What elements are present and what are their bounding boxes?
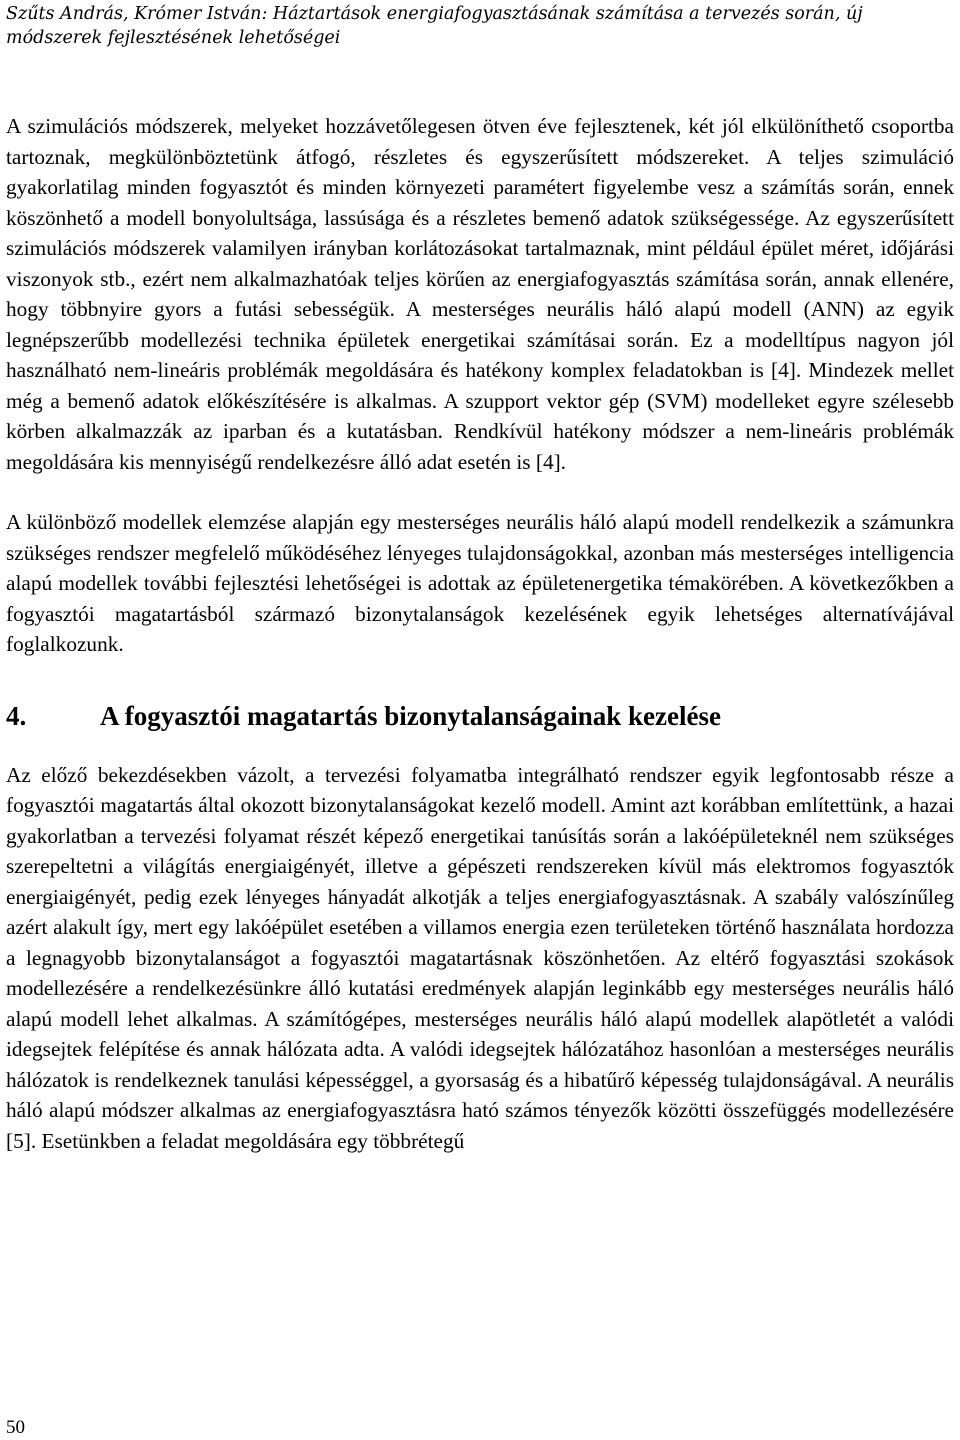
section-number: 4. — [6, 700, 27, 731]
body-paragraph: Az előző bekezdésekben vázolt, a tervezési folyamatba integrálható rendszer egyik legfontosabb része a fogyasztói magatartás által okozott bizonytalanságokat kezelő modell. Amint azt korábban említettünk, a hazai gyakorlatban a tervezési folyamat részét képező energetikai tanúsítás során a lakóépületeknél nem szükséges szerepeltetni a világítás energiaigényét, illetve a gépészeti rendszereken kívül más elektromos fogyasztók energiaigényét, pedig ezek lényeges hányadát alkotják a teljes energiafogyasztásnak. A szabály valószínűleg azért alakult így, mert egy lakóépület esetében a villamos energia ezen területeken történő használata hordozza a legnagyobb bizonytalanságot a fogyasztói magatartásnak köszönhetően. Az eltérő fogyasztási szokások modellezésére a rendelkezésünkre álló kutatási eredmények alapján leginkább egy mesterséges neurális háló alapú modell lehet alkalmas. A számítógépes, mesterséges neurális háló alapú modellek alapötletét a valódi idegsejtek felépítése és annak hálózata adta. A valódi idegsejtek hálózatához hasonlóan a mesterséges neurális hálózatok is rendelkeznek tanulási képességgel, a gyorsaság és a hibatűrő képesség tulajdonságával. A neurális háló alapú módszer alkalmas az energiafogyasztásra ható számos tényezők közötti összefüggés modellezésére [5]. Esetünkben a feladat megoldására egy többrétegű — [6, 762, 954, 1153]
section-title: A fogyasztói magatartás bizonytalanságainak kezelése — [100, 700, 721, 731]
body-paragraph: A szimulációs módszerek, melyeket hozzávetőlegesen ötven éve fejlesztenek, két jól elkülöníthető csoportba tartoznak, megkülönböztetünk átfogó, részletes és egyszerűsített módszereket. A teljes szimuláció gyakorlatilag minden fogyasztót és minden környezeti paramétert figyelembe vesz a számítás során, ennek köszönhető a modell bonyolultsága, lassúsága és a részletes bemenő adatok szükségessége. Az egyszerűsített szimulációs módszerek valamilyen irányban korlátozásokat tartalmaznak, mint például épület méret, időjárási viszonyok stb., ezért nem alkalmazhatóak teljes körűen az energiafogyasztás számítása során, annak ellenére, hogy többnyire gyors a futási sebességük. A mesterséges neurális háló alapú modell (ANN) az egyik legnépszerűbb modellezési technika épületek energetikai számításai során. Ez a modelltípus nagyon jól használható nem-lineáris problémák megoldására és hatékony komplex feladatokban is [4]. Mindezek mellet még a bemenő adatok előkészítésére is alkalmas. A szupport vektor gép (SVM) modelleket egyre szélesebb körben alkalmazzák az iparban és a kutatásban. Rendkívül hatékony módszer a nem-lineáris problémák megoldására kis mennyiségű rendelkezésre álló adat esetén is [4]. — [6, 114, 954, 474]
running-header: Szűts András, Krómer István: Háztartások energiafogyasztásának számítása a tervezés során, új módszerek fejlesztésének lehetőségei — [6, 4, 863, 48]
page-body — [6, 111, 954, 1156]
body-paragraph: A különböző modellek elemzése alapján egy mesterséges neurális háló alapú modell rendelkezik a számunkra szükséges rendszer megfelelő működéséhez lényeges tulajdonságokkal, azonban más mesterséges intelligencia alapú modellek további fejlesztési lehetőségei is adottak az épületenergetika témakörében. A következőkben a fogyasztói magatartásból származó bizonytalanságok kezelésének egyik lehetséges alternatívájával foglalkozunk. — [6, 510, 954, 656]
section-heading — [6, 699, 954, 733]
page-number: 50 — [6, 1417, 25, 1438]
